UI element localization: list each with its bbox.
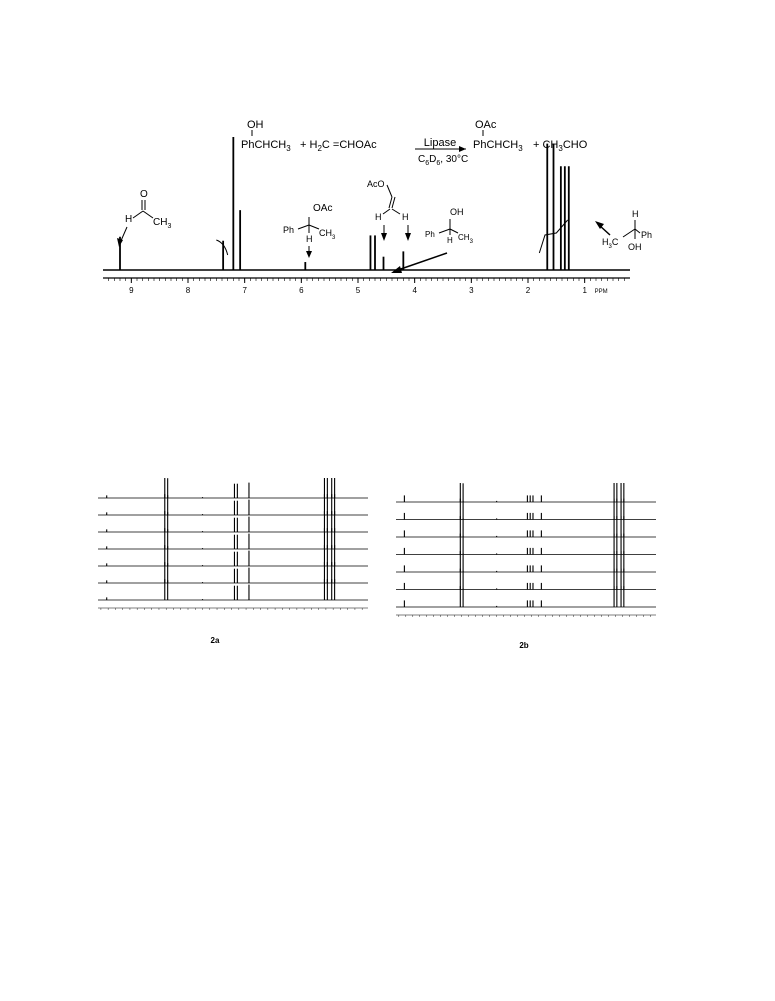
- x-unit-label: PPM: [594, 289, 608, 295]
- stacked-spectra-panel-2b: [388, 475, 663, 660]
- acetate-ph: Ph: [283, 225, 295, 235]
- alcohol2-bond-c: [623, 229, 635, 237]
- catalyst-label: Lipase: [423, 137, 457, 149]
- structure-vinyl-acetate: [367, 179, 411, 241]
- alcohol-ph: Ph: [425, 230, 435, 239]
- vinyl-h2: H: [402, 212, 409, 222]
- product-oac: OAc: [475, 119, 497, 131]
- alcohol-h: H: [447, 236, 453, 245]
- alcohol2-bond-ph: [635, 229, 640, 233]
- acetaldehyde-o: O: [140, 189, 148, 200]
- arrow-acetate-head: [306, 251, 312, 258]
- alcohol-bond-ch3: [450, 229, 458, 233]
- structure-acetaldehyde: [117, 189, 171, 247]
- vinyl-bond-h1: [383, 209, 390, 214]
- panel-2b-axis: [396, 615, 656, 617]
- alcohol-oh: OH: [450, 207, 464, 217]
- arrow-vinyl1-head: [381, 233, 387, 241]
- main-x-axis: [103, 278, 630, 295]
- x-tick-label: 8: [185, 286, 191, 295]
- alcohol-bond-ph: [439, 229, 450, 233]
- x-tick-label: 1: [582, 286, 587, 295]
- product-acetaldehyde: + $CH_3CHO$: [533, 139, 588, 153]
- structure-acetate: [283, 203, 336, 258]
- x-tick-label: 9: [129, 286, 134, 295]
- alcohol2-oh: OH: [628, 242, 642, 252]
- vinyl-bond-cc1: [389, 197, 392, 208]
- x-tick-label: 7: [242, 286, 247, 295]
- panel-2b-label: 2b: [519, 641, 529, 650]
- alcohol2-h3c: $H_3C$: [602, 237, 619, 250]
- reactant-alcohol: PhCHCH$_3$: [241, 139, 291, 153]
- acetate-bond-ch3: [309, 225, 319, 229]
- alcohol-ch3: $CH_3$: [458, 233, 473, 245]
- acetaldehyde-ch3: $CH_3$: [153, 217, 172, 230]
- product-acetate: PhCHCH$_3$: [473, 139, 523, 153]
- vinyl-bond-h2: [392, 209, 400, 214]
- vinyl-bond-cc2: [392, 197, 395, 208]
- x-tick-label: 2: [525, 286, 531, 295]
- acetaldehyde-cc-bond: [143, 211, 153, 218]
- acetaldehyde-h: H: [125, 214, 133, 225]
- stacked-spectra-panel-2a: [90, 470, 375, 660]
- main-spectrum-trace: [103, 137, 630, 270]
- acetaldehyde-hc-bond: [133, 211, 143, 218]
- vinyl-aco: AcO: [367, 179, 385, 189]
- acetate-h: H: [306, 234, 313, 244]
- panel-2a-axis: [98, 608, 368, 610]
- arrow-vinyl2-head: [405, 233, 411, 241]
- integral-curve: [216, 240, 227, 255]
- panel-2b-traces: [396, 483, 656, 607]
- acetate-ch3: $CH_3$: [319, 228, 336, 241]
- x-tick-label: 5: [355, 286, 361, 295]
- vinyl-h1: H: [375, 212, 382, 222]
- x-tick-label: 6: [299, 286, 304, 295]
- x-tick-label: 3: [469, 286, 474, 295]
- vinyl-bond-o: [387, 185, 392, 197]
- reactant-vinyl-acetate: + $H_2C$ =CHOAc: [300, 139, 377, 153]
- panel-2a-label: 2a: [210, 636, 220, 645]
- alcohol2-ph: Ph: [641, 230, 653, 240]
- structure-alcohol-right: [595, 209, 652, 252]
- acetate-oac: OAc: [313, 203, 333, 214]
- reactant-oh: OH: [247, 119, 264, 131]
- conditions-label: $C_6D_6$, 30°C: [418, 154, 469, 167]
- alcohol2-h: H: [632, 209, 639, 219]
- panel-2a-traces: [98, 478, 368, 600]
- acetate-bond-ph: [298, 225, 309, 229]
- x-tick-label: 4: [412, 286, 417, 295]
- main-nmr-spectrum: [95, 125, 653, 315]
